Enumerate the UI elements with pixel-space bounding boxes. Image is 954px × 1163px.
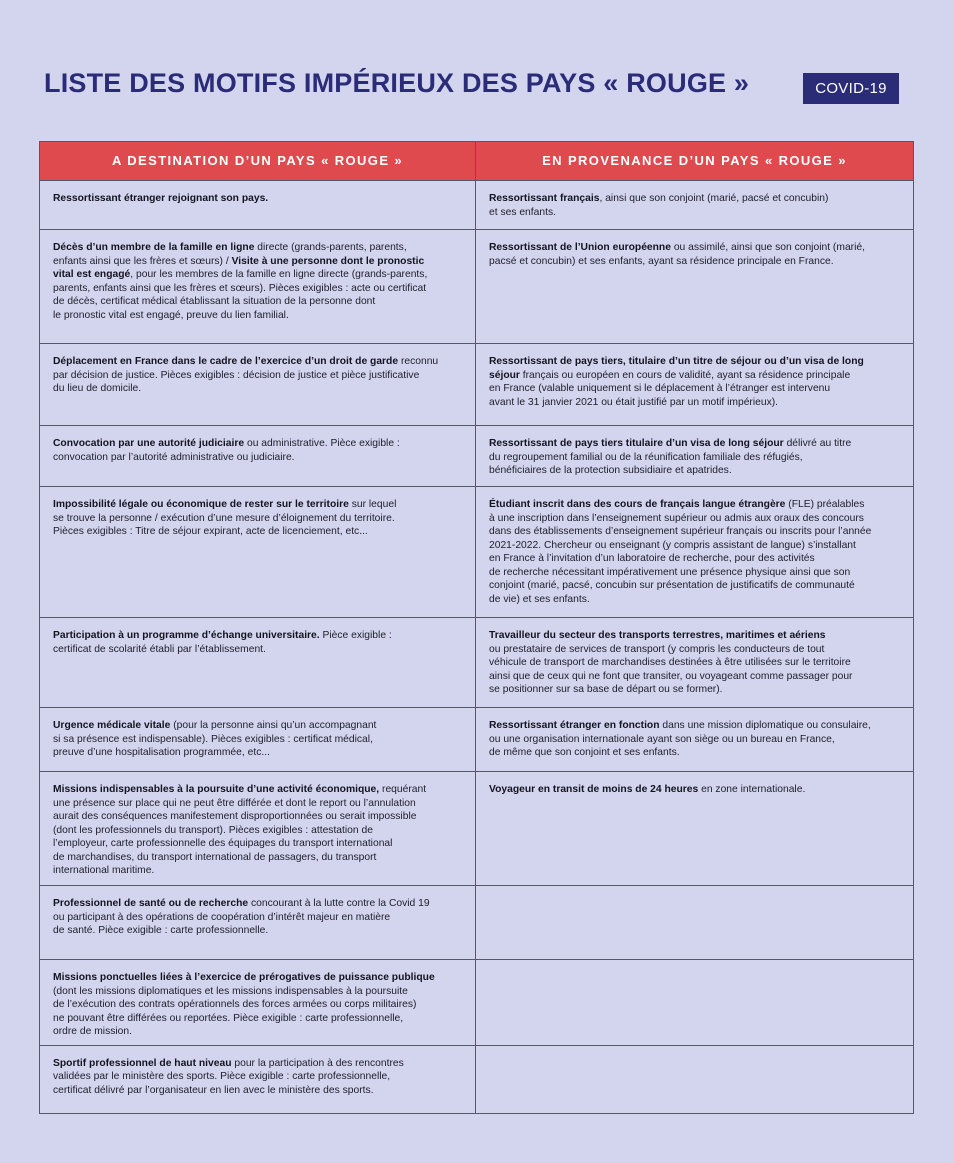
- table-row: [40, 772, 914, 886]
- table-row: [40, 344, 914, 426]
- motif-heading: Ressortissant de pays tiers titulaire d’un visa de long séjour: [489, 438, 784, 449]
- cell-provenance: [476, 1045, 914, 1113]
- cell-destination: [40, 708, 476, 772]
- motif-text: directe (grands-parents, parents,: [254, 242, 407, 253]
- motif-text: (dont les professionnels du transport). Pièces exigibles : attestation de: [53, 824, 373, 836]
- page-title: LISTE DES MOTIFS IMPÉRIEUX DES PAYS « ROUGE »: [44, 68, 750, 98]
- table-row: [40, 487, 914, 618]
- motif-text: véhicule de transport de marchandises destinées à être utilisées sur le territoire: [489, 657, 851, 668]
- cell-destination: [40, 487, 476, 618]
- motif-text: ou participant à des opérations de coopération d’intérêt majeur en matière: [53, 911, 391, 923]
- motif-text: pour la participation à des rencontres: [231, 1057, 404, 1069]
- motif-text: le pronostic vital est engagé, preuve du lien familial.: [53, 309, 289, 321]
- motif-text: ainsi que de ceux qui ne font que transiter, ou voyageant comme passager pour: [489, 670, 853, 682]
- cell-destination: [40, 960, 476, 1046]
- motif-text: se trouve la personne / exécution d’une mesure d’éloignement du territoire.: [53, 512, 395, 524]
- motif-text: bénéficiaires de la protection subsidiaire et apatrides.: [489, 465, 732, 476]
- motif-text: de vie) et ses enfants.: [489, 593, 590, 605]
- motif-text: de santé. Pièce exigible : carte professionnelle.: [53, 925, 269, 936]
- motif-text: ne pouvant être différées ou reportées. Pièce exigible : carte professionnelle,: [53, 1012, 404, 1024]
- motif-text: certificat de scolarité établi par l’établissement.: [53, 643, 266, 655]
- motif-heading: Étudiant inscrit dans des cours de français langue étrangère: [489, 499, 786, 510]
- motif-text: de marchandises, du transport international de passagers, du transport: [53, 851, 377, 863]
- motif-text: et ses enfants.: [489, 206, 556, 218]
- motif-text: une présence sur place qui ne peut être différée et dont le report ou l’annulation: [53, 797, 416, 809]
- motif-text: ou une organisation internationale ayant son siège ou un bureau en France,: [489, 733, 835, 745]
- motif-heading: Ressortissant étranger rejoignant son pays.: [53, 193, 269, 204]
- motif-text: du regroupement familial ou de la réunification familiale des réfugiés,: [489, 451, 803, 463]
- motif-text: enfants ainsi que les frères et sœurs) /: [53, 255, 232, 267]
- table-row: [40, 886, 914, 960]
- motif-text: de l’exécution des contrats opérationnels des forces armées ou corps militaires): [53, 999, 417, 1010]
- column-header-provenance: EN PROVENANCE D’UN PAYS « ROUGE »: [476, 142, 914, 181]
- cell-provenance: [476, 960, 914, 1046]
- motif-text: de décès, certificat médical établissant la situation de la personne dont: [53, 296, 376, 307]
- table-row: [40, 618, 914, 708]
- motifs-table: [39, 141, 914, 1114]
- motif-text: convocation par l’autorité administrative ou judiciaire.: [53, 451, 295, 463]
- table-row: [40, 960, 914, 1046]
- cell-destination: [40, 230, 476, 344]
- motif-text: ou prestataire de services de transport (y compris les conducteurs de tout: [489, 643, 825, 655]
- motif-text: avant le 31 janvier 2021 ou était justifié par un motif impérieux).: [489, 396, 779, 408]
- motif-heading: Professionnel de santé ou de recherche: [53, 898, 249, 909]
- cell-destination: [40, 426, 476, 487]
- motif-text: 2021-2022. Chercheur ou enseignant (y compris assistant de langue) s’installant: [489, 539, 856, 551]
- cell-provenance: [476, 181, 914, 230]
- cell-provenance: [476, 426, 914, 487]
- cell-provenance: [476, 772, 914, 886]
- motif-text: sur lequel: [348, 499, 397, 510]
- motif-text: (FLE) préalables: [785, 499, 865, 510]
- motif-text: international maritime.: [53, 865, 155, 876]
- motif-text: délivré au titre: [783, 438, 852, 449]
- table-row: [40, 181, 914, 230]
- motif-text: Pièce exigible :: [319, 630, 392, 641]
- motif-text: se positionner sur sa base de départ ou se former).: [489, 684, 723, 695]
- motif-text: conjoint (marié, pacsé, concubin sur présentation de justificatifs de communauté: [489, 580, 855, 591]
- cell-provenance: [476, 344, 914, 426]
- motif-text: français ou européen en cours de validité, ayant sa résidence principale: [519, 369, 851, 381]
- motif-text: requérant: [379, 784, 427, 795]
- cell-destination: [40, 1045, 476, 1113]
- motif-heading: Ressortissant français: [489, 193, 600, 204]
- cell-provenance: [476, 618, 914, 708]
- motif-text: en France à l’invitation d’un laboratoire de recherche, pour des activités: [489, 553, 815, 564]
- table-row: [40, 1045, 914, 1113]
- motif-heading: Impossibilité légale ou économique de rester sur le territoire: [53, 499, 349, 510]
- motif-heading: Déplacement en France dans le cadre de l’exercice d’un droit de garde: [53, 356, 399, 367]
- motif-heading: Ressortissant de pays tiers, titulaire d’un titre de séjour ou d’un visa de long: [489, 356, 864, 367]
- cell-provenance: [476, 886, 914, 960]
- motif-heading: Missions ponctuelles liées à l’exercice de prérogatives de puissance publique: [53, 972, 435, 983]
- motif-text: ou administrative. Pièce exigible :: [244, 438, 400, 449]
- motif-heading: Travailleur du secteur des transports terrestres, maritimes et aériens: [489, 630, 826, 641]
- motif-text: parents, enfants ainsi que les frères et sœurs). Pièces exigibles : acte ou certificat: [53, 282, 427, 294]
- motif-heading: Ressortissant de l’Union européenne: [489, 242, 671, 253]
- cell-provenance: [476, 708, 914, 772]
- motif-text: ordre de mission.: [53, 1026, 132, 1037]
- covid-badge: COVID-19: [803, 73, 899, 104]
- cell-destination: [40, 886, 476, 960]
- motif-heading: séjour: [489, 369, 520, 381]
- cell-destination: [40, 344, 476, 426]
- cell-destination: [40, 618, 476, 708]
- motif-heading: Sportif professionnel de haut niveau: [53, 1057, 232, 1069]
- table-row: [40, 426, 914, 487]
- motif-heading: Visite à une personne dont le pronostic: [231, 255, 425, 267]
- motif-text: de recherche nécessitant impérativement une présence physique ainsi que son: [489, 566, 851, 578]
- motif-text: dans une mission diplomatique ou consulaire,: [659, 720, 871, 731]
- motif-text: (pour la personne ainsi qu’un accompagnant: [170, 720, 377, 731]
- motif-heading: vital est engagé: [53, 269, 131, 280]
- cell-destination: [40, 772, 476, 886]
- cell-provenance: [476, 487, 914, 618]
- motif-text: pacsé et concubin) et ses enfants, ayant sa résidence principale en France.: [489, 255, 834, 267]
- motif-text: validées par le ministère des sports. Pièce exigible : carte professionnelle,: [53, 1071, 391, 1082]
- motif-text: , ainsi que son conjoint (marié, pacsé et concubin): [599, 193, 829, 204]
- table-row: [40, 708, 914, 772]
- motif-text: preuve d’une hospitalisation programmée, etc...: [53, 747, 270, 758]
- motif-text: , pour les membres de la famille en ligne directe (grands-parents,: [130, 269, 428, 280]
- motif-heading: Participation à un programme d’échange universitaire.: [53, 630, 320, 641]
- motif-text: concourant à la lutte contre la Covid 19: [248, 898, 430, 909]
- motif-text: aurait des conséquences manifestement disproportionnées ou serait impossible: [53, 811, 417, 822]
- cell-destination: [40, 181, 476, 230]
- motif-text: reconnu: [398, 356, 439, 367]
- motif-heading: Missions indispensables à la poursuite d’une activité économique,: [53, 784, 380, 795]
- cell-provenance: [476, 230, 914, 344]
- motif-text: certificat délivré par l’organisateur en lien avec le ministère des sports.: [53, 1084, 374, 1096]
- motif-text: par décision de justice. Pièces exigibles : décision de justice et pièce justificative: [53, 369, 420, 381]
- motif-text: l’employeur, carte professionnelle des équipages du transport international: [53, 838, 393, 849]
- motif-heading: Décès d’un membre de la famille en ligne: [53, 242, 255, 253]
- motif-heading: Ressortissant étranger en fonction: [489, 720, 660, 731]
- table-header-row: [40, 142, 914, 181]
- motif-heading: Voyageur en transit de moins de 24 heures: [489, 784, 699, 795]
- motif-text: ou assimilé, ainsi que son conjoint (marié,: [670, 242, 865, 253]
- motif-text: si sa présence est indispensable). Pièces exigibles : certificat médical,: [53, 733, 373, 745]
- motif-text: dans des établissements d’enseignement supérieur français ou inscrits pour l’année: [489, 526, 872, 537]
- motif-text: de même que son conjoint et ses enfants.: [489, 747, 680, 758]
- motif-text: à une inscription dans l’enseignement supérieur ou admis aux oraux des concours: [489, 512, 864, 524]
- motif-text: en France (valable uniquement si le déplacement à l’étranger est intervenu: [489, 383, 831, 394]
- column-header-destination: A DESTINATION D’UN PAYS « ROUGE »: [40, 142, 476, 181]
- motif-heading: Urgence médicale vitale: [53, 720, 171, 731]
- motif-text: du lieu de domicile.: [53, 383, 142, 394]
- motif-text: (dont les missions diplomatiques et les missions indispensables à la poursuite: [53, 985, 408, 997]
- table-row: [40, 230, 914, 344]
- motif-text: Pièces exigibles : Titre de séjour expirant, acte de licenciement, etc...: [53, 526, 368, 537]
- motif-text: en zone internationale.: [698, 784, 806, 795]
- motif-heading: Convocation par une autorité judiciaire: [53, 438, 245, 449]
